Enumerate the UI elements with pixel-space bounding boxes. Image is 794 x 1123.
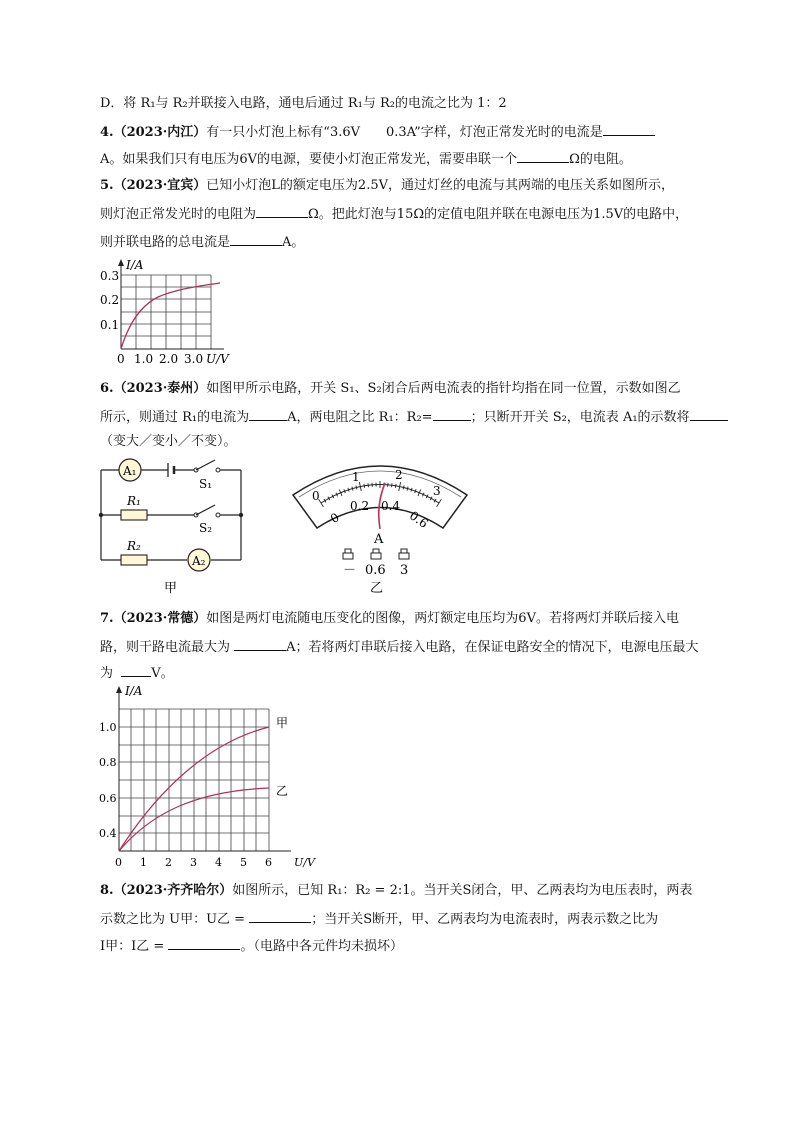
meter-terminal-label: 0.6 — [365, 563, 386, 578]
q7-line-2 — [100, 638, 699, 656]
q5-blank-2[interactable] — [230, 233, 282, 246]
curve-jia-label: 甲 — [276, 716, 289, 730]
graph-2-x-tick: 1 — [140, 856, 147, 868]
junction-left — [99, 513, 103, 517]
q8-text-3b: 。（电路中各元件均未损坏） — [240, 939, 403, 954]
graph-2-x-tick: 5 — [240, 856, 247, 868]
q7-blank-1[interactable] — [234, 638, 286, 651]
q8-line-2 — [100, 910, 658, 928]
graph-1-x-tick: 3.0 — [184, 352, 204, 366]
q7-source: （2023·常德） — [113, 611, 207, 626]
q6-blank-3[interactable] — [690, 408, 728, 421]
graph-2-y-tick: 0.8 — [99, 756, 117, 769]
graph-2 — [96, 683, 326, 868]
meter-top-tick: 2 — [395, 468, 403, 482]
q6-text-2c: ；只断开开关 S₂，电流表 A₁的示数将 — [470, 410, 690, 425]
q8-text-3a: I甲：I乙 = — [100, 939, 165, 954]
q5-line-2 — [100, 205, 688, 223]
switch-s1-blade — [196, 460, 215, 470]
ammeter-a2-label: A₂ — [192, 554, 206, 568]
graph-1-x-tick: 2.0 — [159, 352, 179, 366]
graph-1-y-tick: 0.2 — [100, 293, 120, 307]
graph-2-y-label: I/A — [125, 684, 143, 698]
q7-line-3 — [100, 664, 174, 682]
resistor-r2 — [121, 555, 147, 565]
q3-option-d-text: D．将 R₁与 R₂并联接入电路，通电后通过 R₁与 R₂的电流之比为 1：2 — [100, 96, 507, 111]
q4-line-1 — [100, 123, 655, 141]
junction-right — [239, 513, 243, 517]
switch-s2-contact — [216, 513, 220, 517]
q5-blank-1[interactable] — [256, 205, 308, 218]
q8-text: 如图所示，已知 R₁：R₂ = 2:1。当开关S闭合，甲、乙两表均为电压表时，两表 — [232, 883, 693, 898]
q7-blank-2[interactable] — [121, 664, 151, 677]
q5-line-3 — [100, 233, 304, 251]
q6-text-2a: 所示，则通过 R₁的电流为 — [100, 410, 250, 425]
switch-s1-label: S₁ — [199, 477, 213, 491]
meter-bottom-tick: 0.2 — [350, 499, 370, 513]
q5-text-5: A。 — [282, 235, 305, 250]
q6-text: 如图甲所示电路，开关 S₁、S₂闭合后两电流表的指针均指在同一位置，示数如图乙 — [206, 381, 681, 396]
q6-blank-1[interactable] — [249, 408, 287, 421]
switch-s2-blade — [196, 505, 215, 515]
ammeter-dial — [285, 455, 475, 600]
q8-blank-1[interactable] — [249, 910, 311, 923]
switch-s2-label: S₂ — [199, 521, 213, 535]
q7-number: 7. — [100, 611, 114, 626]
curve-yi-label: 乙 — [276, 784, 289, 798]
q4-line-2 — [100, 150, 632, 168]
q4-number: 4. — [100, 125, 114, 140]
q4-text: 有一只小灯泡上标有“3.6V 0.3A”字样，灯泡正常发光时的电流是 — [206, 125, 603, 140]
graph-2-x-tick: 2 — [165, 856, 172, 868]
q3-option-d — [100, 96, 507, 112]
q5-source: （2023·宜宾） — [113, 178, 207, 193]
meter-top-tick: 0 — [312, 489, 320, 503]
q5-text-2: 则灯泡正常发光时的电阻为 — [100, 207, 257, 222]
graph-2-x-tick: 3 — [190, 856, 197, 868]
q8-text-2b: ；当开关S断开，甲、乙两表均为电流表时，两表示数之比为 — [311, 912, 659, 927]
q8-line-1 — [100, 883, 692, 899]
meter-bottom-tick: 0 — [328, 510, 342, 527]
q5-text-4: 则并联电路的总电流是 — [100, 235, 231, 250]
graph-2-x-label: U/V — [294, 856, 315, 868]
graph-2-x-tick: 6 — [265, 856, 272, 868]
graph-2-x-tick: 4 — [215, 856, 222, 868]
q5-text-3: Ω。把此灯泡与15Ω的定值电阻并联在电源电压为1.5V的电路中， — [308, 207, 689, 222]
q7-text-2b: A；若将两灯串联后接入电路，在保证电路安全的情况下，电源电压最大 — [286, 640, 699, 655]
meter-caption: 乙 — [370, 581, 384, 596]
graph-2-y-arrow — [116, 686, 122, 693]
q6-text-3: （变大／变小／不变）。 — [100, 434, 237, 449]
q7-text-3a: 为 — [100, 666, 114, 681]
q8-blank-2[interactable] — [168, 937, 240, 950]
resistor-r1 — [121, 510, 147, 520]
q4-blank-1[interactable] — [603, 123, 655, 136]
q8-line-3 — [100, 937, 403, 955]
graph-2-y-tick: 0.6 — [99, 792, 117, 805]
q4-source: （2023·内江） — [113, 125, 207, 140]
graph-2-x-tick: 0 — [115, 856, 122, 868]
q8-source: （2023·齐齐哈尔） — [113, 883, 233, 898]
q6-source: （2023·泰州） — [113, 381, 207, 396]
q7-line-1 — [100, 611, 679, 627]
graph-1-x-label: U/V — [206, 352, 229, 366]
graph-1-x-tick: 1.0 — [134, 352, 154, 366]
q7-text: 如图是两灯电流随电压变化的图像，两灯额定电压均为6V。若将两灯并联后接入电 — [206, 611, 679, 626]
graph-1-y-tick: 0.1 — [100, 318, 120, 332]
q5-text: 已知小灯泡L的额定电压为2.5V，通过灯丝的电流与其两端的电压关系如图所示， — [206, 178, 674, 193]
graph-1-y-tick: 0.3 — [100, 269, 120, 283]
q8-number: 8. — [100, 883, 114, 898]
q6-line-3 — [100, 434, 237, 450]
switch-s1-contact — [216, 468, 220, 472]
graph-2-y-tick: 0.4 — [99, 827, 117, 840]
meter-top-tick: 3 — [433, 484, 441, 498]
q5-line-1 — [100, 178, 674, 194]
graph-1-x-tick: 0 — [117, 352, 125, 366]
q7-text-2a: 路，则干路电流最大为 — [100, 640, 231, 655]
meter-terminal-label: 3 — [400, 563, 409, 578]
q8-text-2a: 示数之比为 U甲：U乙 = — [100, 912, 246, 927]
q6-line-2 — [100, 408, 728, 426]
resistor-r2-label: R₂ — [127, 539, 141, 553]
circuit-diagram — [96, 455, 256, 600]
graph-1-y-arrow — [118, 259, 124, 266]
q4-text-2: A。如果我们只有电压为6V的电源，要使小灯泡正常发光，需要串联一个 — [100, 152, 518, 167]
q4-blank-2[interactable] — [517, 150, 569, 163]
graph-2-y-tick: 1.0 — [99, 721, 117, 734]
meter-top-tick: 1 — [352, 470, 360, 484]
circuit-caption: 甲 — [164, 581, 178, 596]
graph-1-y-label: I/A — [126, 258, 144, 272]
graph-2-grid — [119, 709, 269, 851]
ammeter-a1-label: A₁ — [123, 464, 137, 478]
q6-line-1 — [100, 381, 681, 397]
meter-terminals — [343, 549, 409, 559]
resistor-r1-label: R₁ — [127, 494, 141, 508]
meter-terminal-label: － — [343, 563, 357, 578]
q6-text-2b: A，两电阻之比 R₁：R₂= — [287, 410, 433, 425]
meter-bottom-tick: 0.4 — [381, 499, 401, 513]
q5-number: 5. — [100, 178, 114, 193]
meter-bottom-tick: 0.6 — [406, 508, 431, 531]
q7-text-3b: V。 — [151, 666, 174, 681]
graph-1 — [96, 255, 236, 370]
meter-unit: A — [374, 532, 384, 547]
q4-text-3: Ω的电阻。 — [569, 152, 632, 167]
q6-number: 6. — [100, 381, 114, 396]
q6-blank-2[interactable] — [433, 408, 471, 421]
